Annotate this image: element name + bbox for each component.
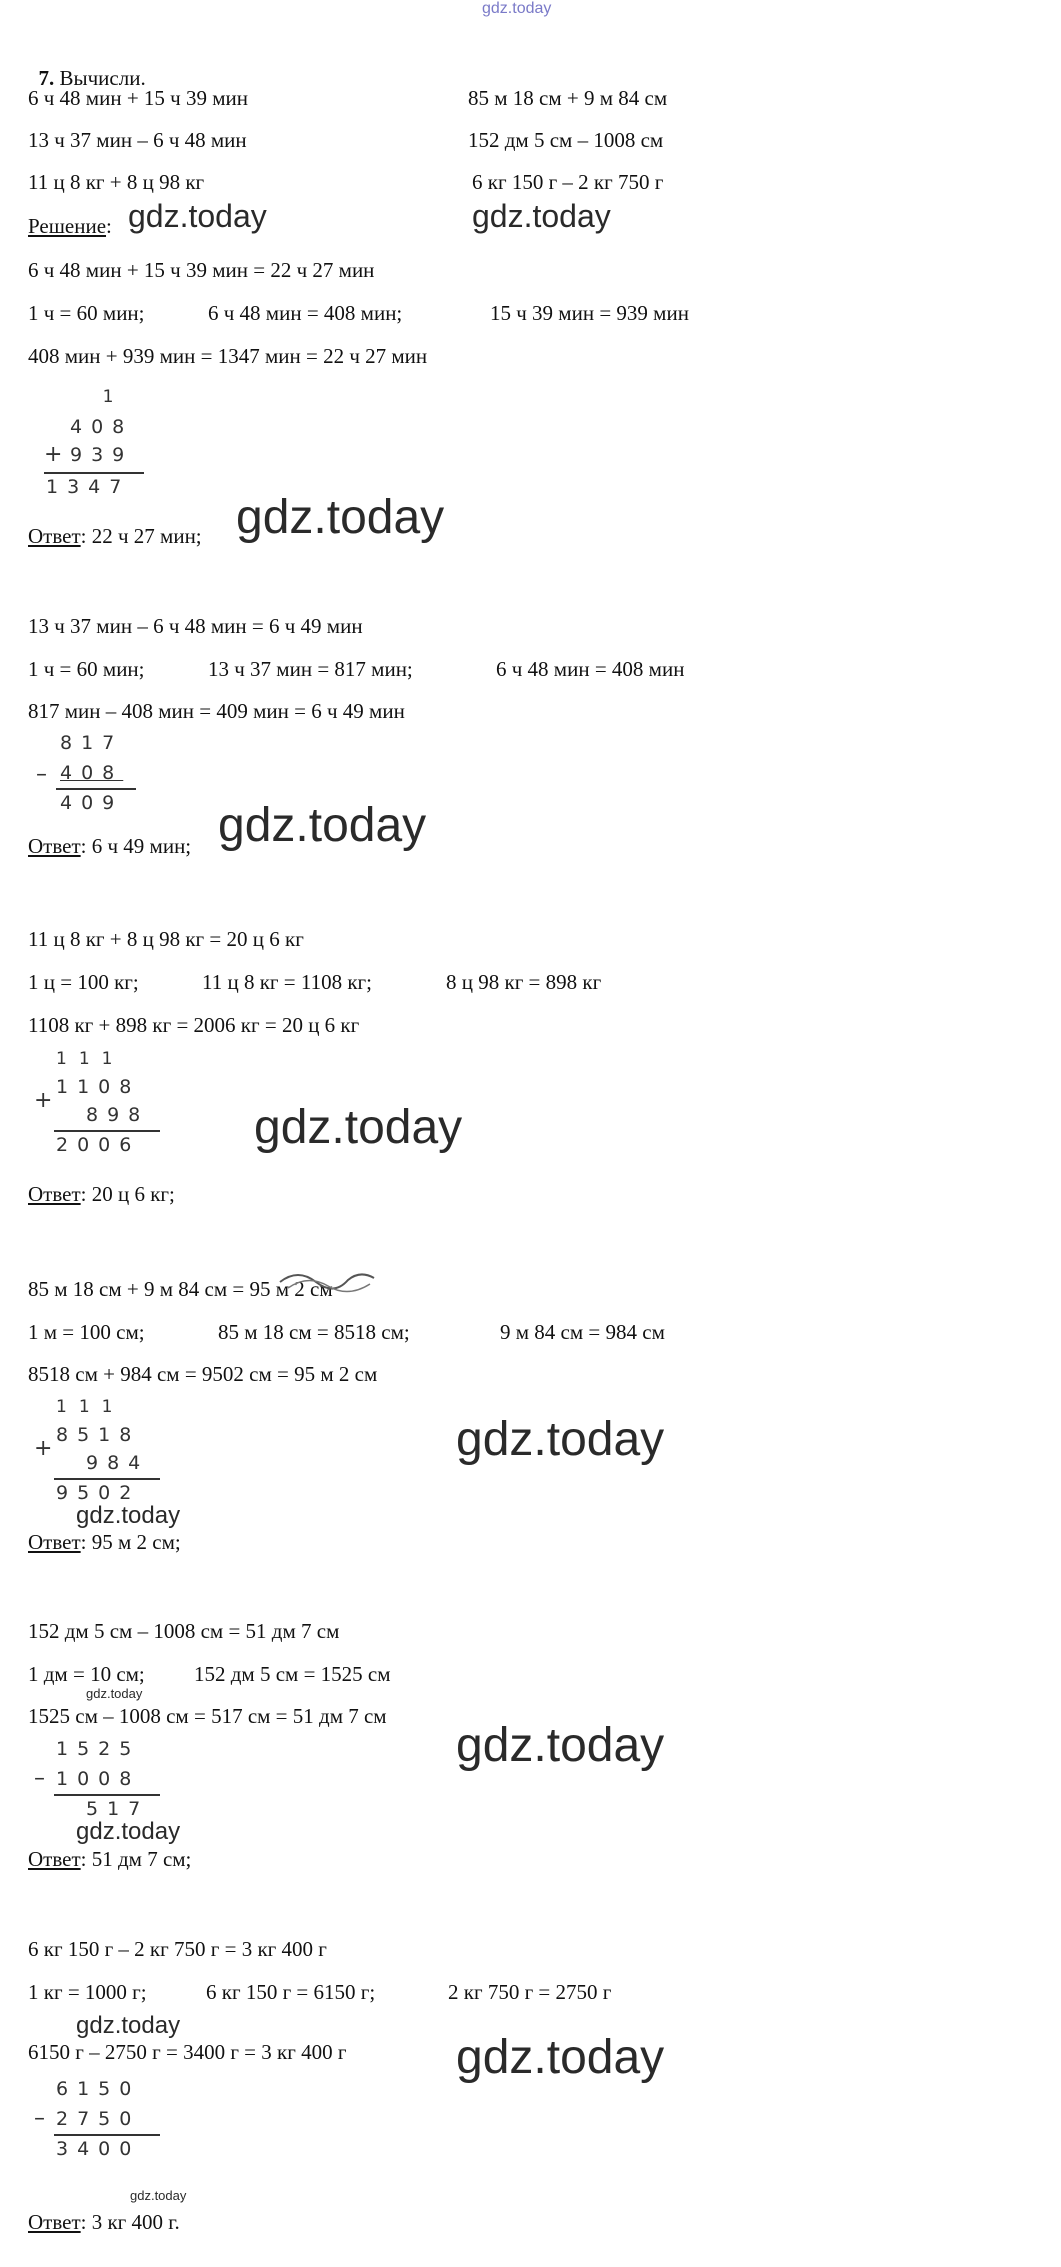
block3-equation: 11 ц 8 кг + 8 ц 98 кг = 20 ц 6 кг: [28, 927, 304, 951]
block2-conv-2: 13 ч 37 мин = 817 мин;: [208, 657, 413, 681]
operand-b: 898: [86, 1104, 150, 1126]
operation-sign: –: [34, 2106, 45, 2131]
block5-conv-1: 1 дм = 10 см;: [28, 1662, 145, 1686]
block3-conv-3: 8 ц 98 кг = 898 кг: [446, 970, 602, 994]
task-left-2: 13 ч 37 мин – 6 ч 48 мин: [28, 128, 247, 152]
block6-conv-1: 1 кг = 1000 г;: [28, 1980, 147, 2004]
block3-conv-1: 1 ц = 100 кг;: [28, 970, 139, 994]
operand-a: 6150: [56, 2078, 141, 2100]
block4-conv-2: 85 м 18 см = 8518 см;: [218, 1320, 410, 1344]
column-calculation: [30, 2074, 170, 2174]
block2-conv-3: 6 ч 48 мин = 408 мин: [496, 657, 685, 681]
block5-answer: [28, 1845, 191, 1873]
operand-a: 1525: [56, 1738, 141, 1760]
block6-equation: 6 кг 150 г – 2 кг 750 г = 3 кг 400 г: [28, 1937, 327, 1961]
watermark: gdz.today: [76, 2012, 181, 2039]
column-result: 409: [60, 792, 124, 814]
operand-a: 817: [60, 732, 124, 754]
block6-conv-3: 2 кг 750 г = 2750 г: [448, 1980, 612, 2004]
operation-sign: +: [34, 1088, 53, 1113]
answer-value: : 6 ч 49 мин;: [80, 834, 192, 858]
watermark: gdz.today: [472, 198, 611, 234]
task-right-1: 85 м 18 см + 9 м 84 см: [468, 86, 668, 110]
carry-digits: 1: [102, 387, 114, 407]
solution-label: Решение: [28, 214, 107, 238]
operand-b: 984: [86, 1452, 150, 1474]
watermark: gdz.today: [236, 491, 445, 544]
task-title: Вычисли.: [59, 66, 146, 90]
block1-conv-3: 15 ч 39 мин = 939 мин: [490, 301, 689, 325]
block1-conv-2: 6 ч 48 мин = 408 мин;: [208, 301, 403, 325]
task-right-2: 152 дм 5 см – 1008 см: [468, 128, 664, 152]
block2-calc-line: 817 мин – 408 мин = 409 мин = 6 ч 49 мин: [28, 699, 405, 723]
block5-calc-line: 1525 см – 1008 см = 517 см = 51 дм 7 см: [28, 1704, 387, 1728]
block1-conv-1: 1 ч = 60 мин;: [28, 301, 145, 325]
carry-digits: 111: [56, 1049, 125, 1069]
watermark: gdz.today: [86, 1686, 143, 1701]
column-result: 2006: [56, 1134, 141, 1156]
operation-sign: +: [44, 442, 63, 467]
watermark: gdz.today: [456, 1413, 665, 1466]
block3-answer: [28, 1180, 175, 1208]
answer-value: : 95 м 2 см;: [80, 1530, 181, 1554]
watermark: gdz.today: [254, 1101, 463, 1154]
watermark-top: gdz.today: [482, 0, 552, 17]
block6-conv-2: 6 кг 150 г = 6150 г;: [206, 1980, 376, 2004]
carry-digits: 111: [56, 1397, 125, 1417]
watermark: gdz.today: [130, 2188, 187, 2203]
operand-b: 408: [60, 762, 124, 784]
answer-value: : 51 дм 7 см;: [80, 1847, 192, 1871]
task-right-3: 6 кг 150 г – 2 кг 750 г: [472, 170, 664, 194]
operand-b: 939: [70, 444, 134, 466]
operand-a: 408: [70, 416, 134, 438]
block2-answer: [28, 832, 191, 860]
task-left-3: 11 ц 8 кг + 8 ц 98 кг: [28, 170, 205, 194]
solution-colon: :: [106, 214, 112, 238]
block4-equation: 85 м 18 см + 9 м 84 см = 95 м 2 см: [28, 1277, 333, 1301]
block6-calc-line: 6150 г – 2750 г = 3400 г = 3 кг 400 г: [28, 2040, 347, 2064]
column-result: 517: [86, 1798, 150, 1820]
solution-heading: [28, 212, 112, 240]
answer-label: Ответ: [28, 2210, 81, 2234]
operand-a: 8518: [56, 1424, 141, 1446]
answer-label: Ответ: [28, 1182, 81, 1206]
column-calculation: [40, 382, 150, 512]
answer-label: Ответ: [28, 524, 81, 548]
scribble-mark: [278, 1264, 378, 1294]
watermark: gdz.today: [218, 799, 427, 852]
watermark: gdz.today: [76, 1818, 181, 1845]
block5-equation: 152 дм 5 см – 1008 см = 51 дм 7 см: [28, 1619, 340, 1643]
answer-label: Ответ: [28, 1847, 81, 1871]
answer-value: : 3 кг 400 г.: [80, 2210, 180, 2234]
block4-answer: [28, 1528, 181, 1556]
task-number: 7.: [38, 66, 55, 90]
operation-sign: +: [34, 1436, 53, 1461]
block3-calc-line: 1108 кг + 898 кг = 2006 кг = 20 ц 6 кг: [28, 1013, 360, 1037]
answer-value: : 20 ц 6 кг;: [80, 1182, 175, 1206]
block4-calc-line: 8518 см + 984 см = 9502 см = 95 м 2 см: [28, 1362, 378, 1386]
block1-answer: [28, 522, 202, 550]
block3-conv-2: 11 ц 8 кг = 1108 кг;: [202, 970, 372, 994]
block1-calc-line: 408 мин + 939 мин = 1347 мин = 22 ч 27 мин: [28, 344, 428, 368]
block1-equation: 6 ч 48 мин + 15 ч 39 мин = 22 ч 27 мин: [28, 258, 375, 282]
answer-label: Ответ: [28, 1530, 81, 1554]
block2-equation: 13 ч 37 мин – 6 ч 48 мин = 6 ч 49 мин: [28, 614, 363, 638]
watermark: gdz.today: [128, 198, 267, 234]
answer-label: Ответ: [28, 834, 81, 858]
block6-answer: [28, 2208, 180, 2236]
watermark: gdz.today: [76, 1502, 181, 1529]
column-calculation: [30, 728, 140, 828]
operand-a: 1108: [56, 1076, 141, 1098]
operation-sign: –: [36, 762, 47, 787]
watermark: gdz.today: [456, 1719, 665, 1772]
operation-sign: –: [34, 1766, 45, 1791]
block2-conv-1: 1 ч = 60 мин;: [28, 657, 145, 681]
block4-conv-1: 1 м = 100 см;: [28, 1320, 145, 1344]
block5-conv-2: 152 дм 5 см = 1525 см: [194, 1662, 391, 1686]
column-result: 9502: [56, 1482, 141, 1504]
answer-value: : 22 ч 27 мин;: [80, 524, 202, 548]
operand-b: 1008: [56, 1768, 141, 1790]
watermark: gdz.today: [456, 2031, 665, 2084]
operand-b: 2750: [56, 2108, 141, 2130]
column-result: 1347: [46, 476, 131, 498]
block4-conv-3: 9 м 84 см = 984 см: [500, 1320, 665, 1344]
column-result: 3400: [56, 2138, 141, 2160]
task-left-1: 6 ч 48 мин + 15 ч 39 мин: [28, 86, 248, 110]
column-calculation: [30, 1044, 170, 1174]
